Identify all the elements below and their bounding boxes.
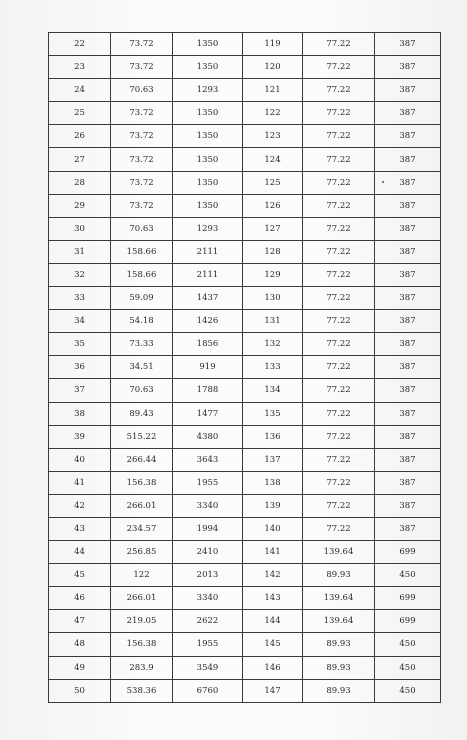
table-cell: 26 <box>49 125 111 148</box>
table-cell: 73.33 <box>111 333 173 356</box>
table-cell: 1350 <box>173 33 243 56</box>
table-cell: 50 <box>49 679 111 702</box>
table-cell: 32 <box>49 263 111 286</box>
table-cell: 125 <box>243 171 303 194</box>
table-cell: 77.22 <box>303 171 375 194</box>
table-cell: 59.09 <box>111 287 173 310</box>
table-cell: 73.72 <box>111 148 173 171</box>
table-cell: 77.22 <box>303 217 375 240</box>
table-cell: 1350 <box>173 194 243 217</box>
table-cell: 158.66 <box>111 240 173 263</box>
table-row <box>49 79 441 102</box>
table-cell: 156.38 <box>111 471 173 494</box>
table-row <box>49 564 441 587</box>
table-cell: 450 <box>375 633 441 656</box>
table-row <box>49 333 441 356</box>
table-row <box>49 679 441 702</box>
table-cell: 42 <box>49 494 111 517</box>
table-cell: 133 <box>243 356 303 379</box>
table-cell: 1426 <box>173 310 243 333</box>
table-cell: 77.22 <box>303 263 375 286</box>
table-cell: 70.63 <box>111 217 173 240</box>
table-cell: 73.72 <box>111 171 173 194</box>
table-cell: 136 <box>243 425 303 448</box>
table-cell: 2111 <box>173 263 243 286</box>
table-cell: 387 <box>375 287 441 310</box>
table-cell: 3549 <box>173 656 243 679</box>
table-cell: 139 <box>243 494 303 517</box>
table-cell: 34.51 <box>111 356 173 379</box>
table-row <box>49 379 441 402</box>
table-cell: 36 <box>49 356 111 379</box>
table-cell: 139.64 <box>303 541 375 564</box>
table-row <box>49 240 441 263</box>
table-cell: 6760 <box>173 679 243 702</box>
table-row <box>49 541 441 564</box>
table-cell: 122 <box>243 102 303 125</box>
table-cell: 89.43 <box>111 402 173 425</box>
table-cell: 387 <box>375 402 441 425</box>
table-cell: 77.22 <box>303 471 375 494</box>
table-cell: 39 <box>49 425 111 448</box>
table-cell: 135 <box>243 402 303 425</box>
table-cell: 699 <box>375 610 441 633</box>
table-cell: 146 <box>243 656 303 679</box>
table-row <box>49 33 441 56</box>
table-cell: 2622 <box>173 610 243 633</box>
table-cell: 129 <box>243 263 303 286</box>
table-cell: 45 <box>49 564 111 587</box>
table-cell: 387 <box>375 125 441 148</box>
table-cell: 41 <box>49 471 111 494</box>
table-cell: 23 <box>49 56 111 79</box>
table-cell: 54.18 <box>111 310 173 333</box>
table-row <box>49 633 441 656</box>
table-cell: 43 <box>49 517 111 540</box>
table-cell: 1350 <box>173 56 243 79</box>
table-cell: 22 <box>49 33 111 56</box>
table-cell: 77.22 <box>303 333 375 356</box>
table-cell: 1350 <box>173 148 243 171</box>
table-cell: 2410 <box>173 541 243 564</box>
table-row <box>49 56 441 79</box>
table-row <box>49 310 441 333</box>
scan-speck <box>382 181 384 183</box>
table-cell: 35 <box>49 333 111 356</box>
table-cell: 77.22 <box>303 125 375 148</box>
table-row <box>49 356 441 379</box>
table-cell: 919 <box>173 356 243 379</box>
table-cell: 1955 <box>173 471 243 494</box>
table-cell: 140 <box>243 517 303 540</box>
table-cell: 2013 <box>173 564 243 587</box>
data-table <box>48 32 441 703</box>
table-cell: 387 <box>375 56 441 79</box>
table-row <box>49 494 441 517</box>
table-cell: 77.22 <box>303 402 375 425</box>
table-cell: 1293 <box>173 79 243 102</box>
table-cell: 70.63 <box>111 79 173 102</box>
table-cell: 4380 <box>173 425 243 448</box>
table-row <box>49 587 441 610</box>
table-row <box>49 425 441 448</box>
table-cell: 144 <box>243 610 303 633</box>
table-row <box>49 517 441 540</box>
table-cell: 30 <box>49 217 111 240</box>
table-cell: 1477 <box>173 402 243 425</box>
table-row <box>49 217 441 240</box>
table-cell: 24 <box>49 79 111 102</box>
table-cell: 387 <box>375 217 441 240</box>
table-cell: 77.22 <box>303 494 375 517</box>
table-cell: 1350 <box>173 102 243 125</box>
table-cell: 450 <box>375 564 441 587</box>
table-row <box>49 471 441 494</box>
table-cell: 1955 <box>173 633 243 656</box>
table-cell: 387 <box>375 102 441 125</box>
table-cell: 387 <box>375 517 441 540</box>
table-cell: 1350 <box>173 125 243 148</box>
table-row <box>49 287 441 310</box>
table-cell: 123 <box>243 125 303 148</box>
table-cell: 138 <box>243 471 303 494</box>
table-cell: 70.63 <box>111 379 173 402</box>
table-cell: 48 <box>49 633 111 656</box>
table-cell: 77.22 <box>303 240 375 263</box>
table-cell: 28 <box>49 171 111 194</box>
table-cell: 283.9 <box>111 656 173 679</box>
table-cell: 1293 <box>173 217 243 240</box>
table-cell: 73.72 <box>111 125 173 148</box>
table-row <box>49 448 441 471</box>
table-cell: 37 <box>49 379 111 402</box>
table-cell: 699 <box>375 587 441 610</box>
table-row <box>49 125 441 148</box>
table-cell: 1437 <box>173 287 243 310</box>
table-cell: 132 <box>243 333 303 356</box>
table-cell: 256.85 <box>111 541 173 564</box>
table-cell: 234.57 <box>111 517 173 540</box>
table-cell: 89.93 <box>303 656 375 679</box>
table-cell: 77.22 <box>303 448 375 471</box>
table-cell: 33 <box>49 287 111 310</box>
table-cell: 387 <box>375 79 441 102</box>
table-cell: 38 <box>49 402 111 425</box>
table-cell: 89.93 <box>303 633 375 656</box>
table-cell: 89.93 <box>303 679 375 702</box>
table-cell: 450 <box>375 679 441 702</box>
table-cell: 49 <box>49 656 111 679</box>
table-cell: 31 <box>49 240 111 263</box>
table-cell: 147 <box>243 679 303 702</box>
table-cell: 145 <box>243 633 303 656</box>
table-cell: 46 <box>49 587 111 610</box>
table-cell: 130 <box>243 287 303 310</box>
table-cell: 127 <box>243 217 303 240</box>
table-row <box>49 610 441 633</box>
table-cell: 77.22 <box>303 102 375 125</box>
table-cell: 40 <box>49 448 111 471</box>
table-cell: 139.64 <box>303 610 375 633</box>
table-cell: 219.05 <box>111 610 173 633</box>
table-cell: 77.22 <box>303 310 375 333</box>
table-cell: 387 <box>375 471 441 494</box>
table-cell: 128 <box>243 240 303 263</box>
table-cell: 121 <box>243 79 303 102</box>
table-cell: 142 <box>243 564 303 587</box>
table-cell: 124 <box>243 148 303 171</box>
table-cell: 3340 <box>173 587 243 610</box>
table-cell: 515.22 <box>111 425 173 448</box>
table-cell: 77.22 <box>303 356 375 379</box>
table-cell: 387 <box>375 240 441 263</box>
table-cell: 77.22 <box>303 425 375 448</box>
table-row <box>49 263 441 286</box>
table-cell: 73.72 <box>111 33 173 56</box>
table-cell: 387 <box>375 148 441 171</box>
table-cell: 387 <box>375 171 441 194</box>
table-cell: 538.36 <box>111 679 173 702</box>
table-cell: 47 <box>49 610 111 633</box>
table-row <box>49 194 441 217</box>
table-cell: 137 <box>243 448 303 471</box>
table-cell: 77.22 <box>303 517 375 540</box>
table-cell: 44 <box>49 541 111 564</box>
table-cell: 387 <box>375 448 441 471</box>
table-cell: 387 <box>375 310 441 333</box>
table-cell: 387 <box>375 356 441 379</box>
table-cell: 77.22 <box>303 33 375 56</box>
table-cell: 73.72 <box>111 194 173 217</box>
table-cell: 131 <box>243 310 303 333</box>
table-row <box>49 102 441 125</box>
table-cell: 77.22 <box>303 56 375 79</box>
table-cell: 73.72 <box>111 56 173 79</box>
table-cell: 266.01 <box>111 494 173 517</box>
table-cell: 77.22 <box>303 194 375 217</box>
table-cell: 387 <box>375 379 441 402</box>
table-cell: 266.44 <box>111 448 173 471</box>
table-cell: 25 <box>49 102 111 125</box>
table-cell: 141 <box>243 541 303 564</box>
table-cell: 119 <box>243 33 303 56</box>
table-cell: 73.72 <box>111 102 173 125</box>
table-cell: 699 <box>375 541 441 564</box>
table-cell: 134 <box>243 379 303 402</box>
table-cell: 77.22 <box>303 379 375 402</box>
table-cell: 387 <box>375 33 441 56</box>
table-cell: 387 <box>375 425 441 448</box>
table-row <box>49 148 441 171</box>
table-cell: 3340 <box>173 494 243 517</box>
table-cell: 1856 <box>173 333 243 356</box>
table-cell: 34 <box>49 310 111 333</box>
table-cell: 1994 <box>173 517 243 540</box>
table-cell: 143 <box>243 587 303 610</box>
table-cell: 77.22 <box>303 287 375 310</box>
table-cell: 387 <box>375 333 441 356</box>
table-cell: 387 <box>375 194 441 217</box>
table-cell: 120 <box>243 56 303 79</box>
table-cell: 77.22 <box>303 79 375 102</box>
table-row <box>49 656 441 679</box>
table-cell: 387 <box>375 494 441 517</box>
table-cell: 1788 <box>173 379 243 402</box>
table-body <box>49 33 441 703</box>
table-cell: 387 <box>375 263 441 286</box>
table-cell: 29 <box>49 194 111 217</box>
table-row <box>49 402 441 425</box>
table-cell: 450 <box>375 656 441 679</box>
table-cell: 77.22 <box>303 148 375 171</box>
table-cell: 126 <box>243 194 303 217</box>
table-cell: 3643 <box>173 448 243 471</box>
table-cell: 156.38 <box>111 633 173 656</box>
table-cell: 27 <box>49 148 111 171</box>
table-cell: 2111 <box>173 240 243 263</box>
table-cell: 1350 <box>173 171 243 194</box>
table-cell: 139.64 <box>303 587 375 610</box>
table-cell: 266.01 <box>111 587 173 610</box>
table-cell: 158.66 <box>111 263 173 286</box>
table-cell: 122 <box>111 564 173 587</box>
table-cell: 89.93 <box>303 564 375 587</box>
